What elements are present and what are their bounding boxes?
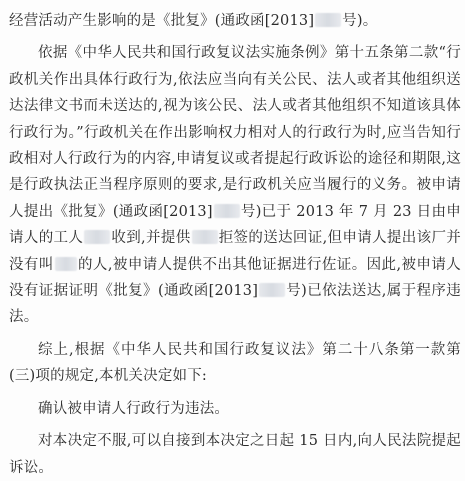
legal-basis-text-c: 收到,并提供 [111, 230, 191, 247]
paragraph-intro-text-a: 经营活动产生影响的是《批复》(通政函[2013] [9, 13, 315, 29]
redacted-number [315, 13, 341, 27]
redacted-number [214, 204, 240, 218]
paragraph-legal-basis [9, 40, 461, 330]
paragraph-intro-text-b: 号)。 [342, 13, 378, 29]
paragraph-intro [9, 8, 461, 34]
redacted-name [84, 230, 110, 244]
legal-basis-text-b: 号)已于 2013 年 7 月 23 日由申请人的工人 [9, 203, 461, 247]
paragraph-decision: 确认被申请人行政行为违法。 [38, 400, 230, 417]
legal-basis-text-a: 依据《中华人民共和国行政复议法实施条例》第十五条第二款“行政机关作出具体行政行为,依法应当向有关公民、法人或者其他组织送达法律文书而未送达的,视为该公民、法人或者其他组织不知道该具体行政行为。”行政机关在作出影响权力相对人的行政行为时,应当告知行政相对人行政行为的内容,申请复议或者提起行政诉讼的途径和期限,这是行政执法正当程序原则的要求,是行政机关应当履行的义务。被申请人提出《批复》(通政函[2013] [9, 45, 461, 220]
legal-basis-text-e: 的人,被申请人提供不出其他证据进行佐证。因此,被申请人没有证据证明《批复》(通政函[2013] [9, 256, 461, 300]
legal-basis-text-f: 号)已依法送达,属于程序违法。 [9, 283, 461, 326]
paragraph-appeal-notice: 对本决定不服,可以自接到本决定之日起 15 日内,向人民法院提起诉讼。 [9, 433, 461, 476]
redacted-number [259, 283, 285, 297]
redacted-name [55, 257, 77, 271]
redacted-name [192, 230, 218, 244]
paragraph-conclusion: 综上,根据《中华人民共和国行政复议法》第二十八条第一款第(三)项的规定,本机关决定如下: [9, 341, 461, 385]
legal-basis-text-d: 拒签的送达回证,但申请人提出该厂并没有叫 [9, 230, 462, 273]
